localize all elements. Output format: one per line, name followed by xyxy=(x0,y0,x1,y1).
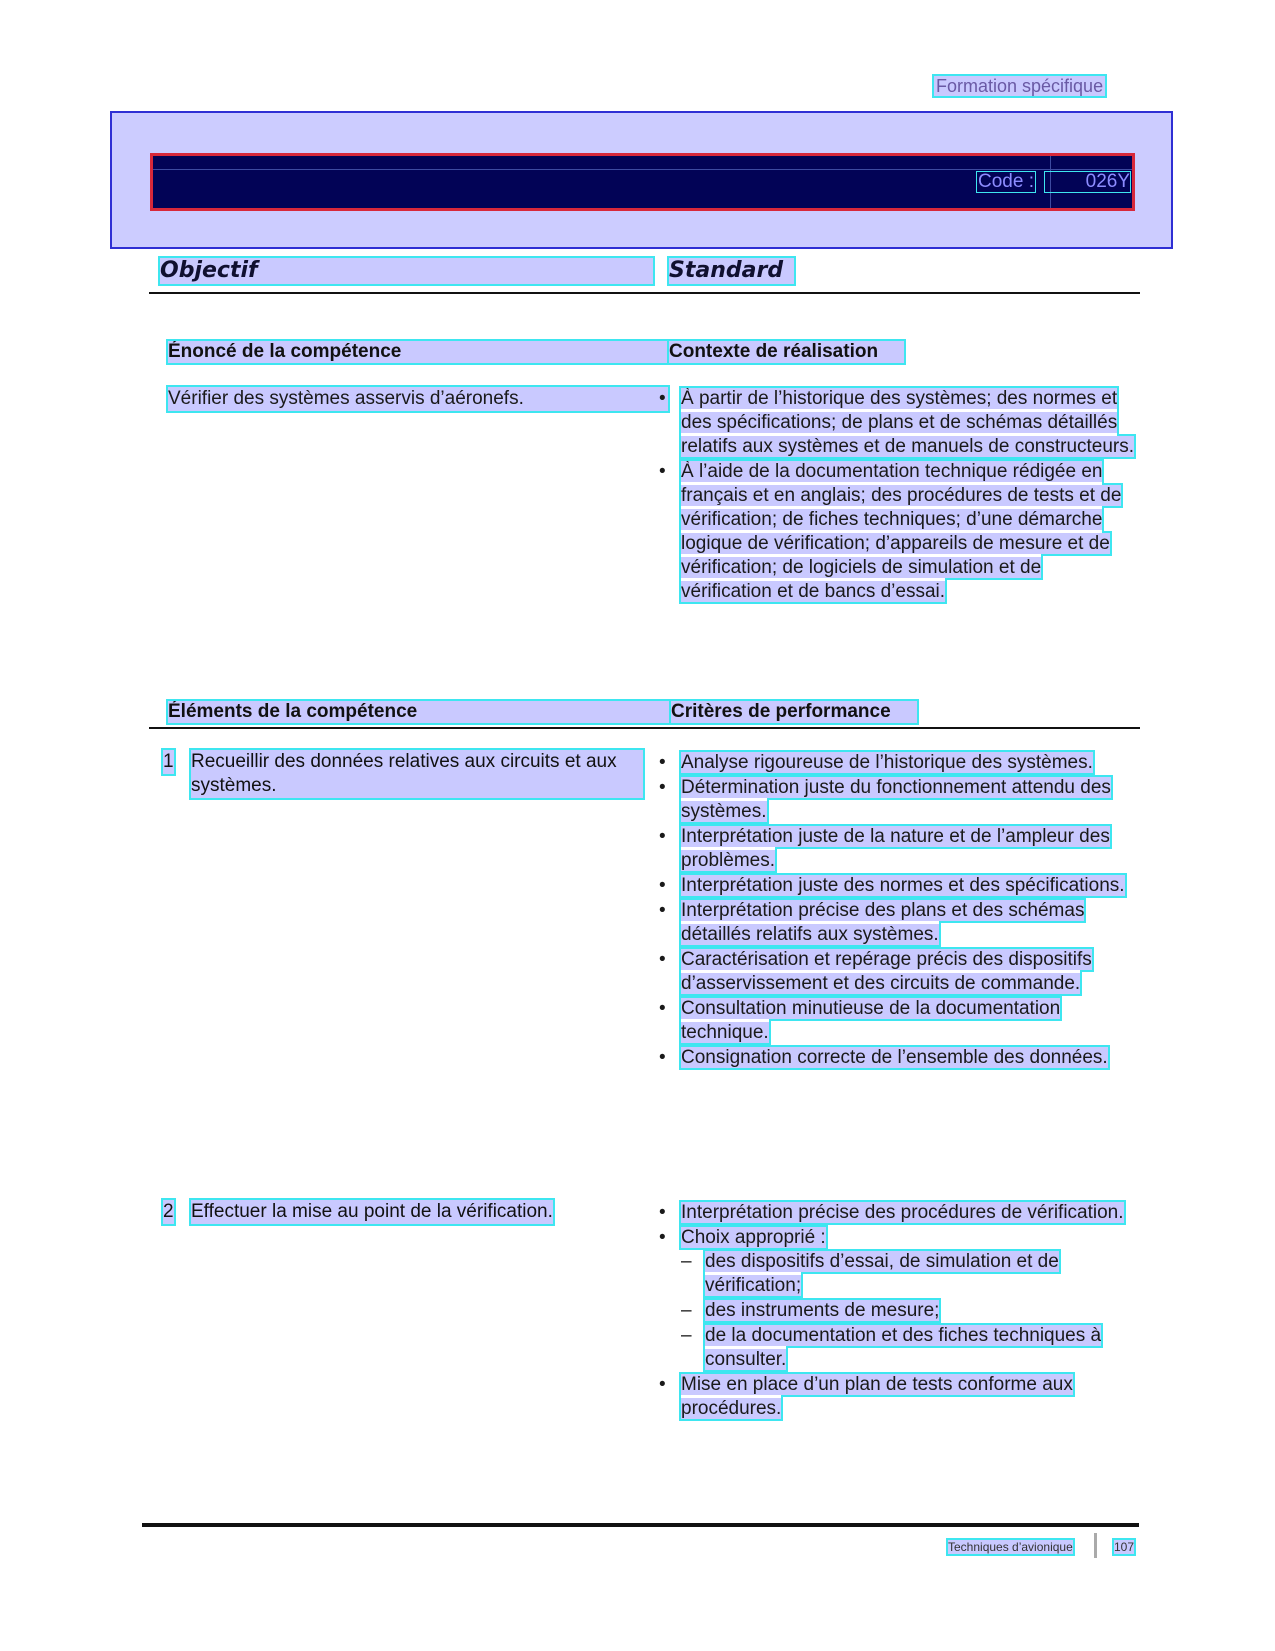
objective-heading: Objectif xyxy=(160,258,653,284)
code-bar-line xyxy=(153,169,1132,170)
section-title: Formation spécifique xyxy=(936,76,1104,96)
list-item: • Interprétation juste des normes et des spécifications. xyxy=(659,875,1125,896)
code-panel xyxy=(110,111,1173,249)
footer-rule xyxy=(142,1523,1139,1527)
sub-list-item: – des dispositifs d’essai, de simulation et de vérification; xyxy=(681,1251,1059,1296)
sub-list-item: – des instruments de mesure; xyxy=(681,1300,940,1321)
list-item: • Analyse rigoureuse de l’historique des systèmes. xyxy=(659,752,1093,773)
list-item: • Consultation minutieuse de la documentation technique. xyxy=(659,998,1061,1043)
element-number: 1 xyxy=(163,751,174,772)
list-item: • Détermination juste du fonctionnement attendu des systèmes. xyxy=(659,777,1111,822)
statement-text: Vérifier des systèmes asservis d’aéronefs. xyxy=(168,387,668,411)
list-item: • Interprétation juste de la nature et de l’ampleur des problèmes. xyxy=(659,826,1110,871)
criteria-list-1 xyxy=(657,751,1127,1071)
page-number: 107 xyxy=(1114,1540,1135,1554)
list-item: • À l’aide de la documentation technique rédigée en français et en anglais; des procédures de tests et de vérification; de fiches techniques; d’une démarche logique de vérification; d’appareils de mesure et de vérification; de logiciels de simulation et de vérification et de bancs d’essai. xyxy=(659,461,1122,602)
code-label: Code : xyxy=(978,171,1034,192)
footer-program: Techniques d’avionique xyxy=(948,1540,1073,1554)
elements-rule xyxy=(149,727,1140,729)
standard-heading: Standard xyxy=(669,258,794,284)
list-item: • Interprétation précise des plans et des schémas détaillés relatifs aux systèmes. xyxy=(659,900,1085,945)
context-heading: Contexte de réalisation xyxy=(669,341,904,363)
code-bar xyxy=(150,153,1135,211)
sub-list xyxy=(681,1250,1127,1372)
list-item: • Consignation correcte de l’ensemble des données. xyxy=(659,1047,1108,1068)
code-value: 026Y xyxy=(1045,172,1130,192)
element-number: 2 xyxy=(163,1201,174,1222)
footer-separator xyxy=(1094,1533,1097,1558)
list-item: • Mise en place d’un plan de tests conforme aux procédures. xyxy=(659,1374,1073,1419)
heading-rule xyxy=(149,292,1140,294)
context-list xyxy=(657,387,1137,605)
list-item: • Choix approprié : – des dispositifs d’essai, de simulation et de vérification; – des instruments de mesure; – de la documentation et des fiches techniques à consulter. xyxy=(657,1226,1127,1372)
elements-heading: Éléments de la compétence xyxy=(168,701,669,723)
criteria-list-2 xyxy=(657,1201,1127,1422)
element-item-1 xyxy=(163,750,643,798)
statement-heading: Énoncé de la compétence xyxy=(168,341,667,363)
element-text: Effectuer la mise au point de la vérification. xyxy=(191,1201,553,1222)
list-item: • À partir de l’historique des systèmes; des normes et des spécifications; de plans et de schémas détaillés relatifs aux systèmes et de manuels de constructeurs. xyxy=(659,388,1135,457)
list-item: • Caractérisation et repérage précis des dispositifs d’asservissement et des circuits de commande. xyxy=(659,949,1092,994)
sub-list-item: – de la documentation et des fiches techniques à consulter. xyxy=(681,1325,1102,1370)
element-text: Recueillir des données relatives aux circuits et aux systèmes. xyxy=(191,750,643,798)
criteria-heading: Critères de performance xyxy=(671,701,917,723)
element-item-2 xyxy=(163,1200,643,1224)
list-item: • Interprétation précise des procédures de vérification. xyxy=(659,1202,1124,1223)
